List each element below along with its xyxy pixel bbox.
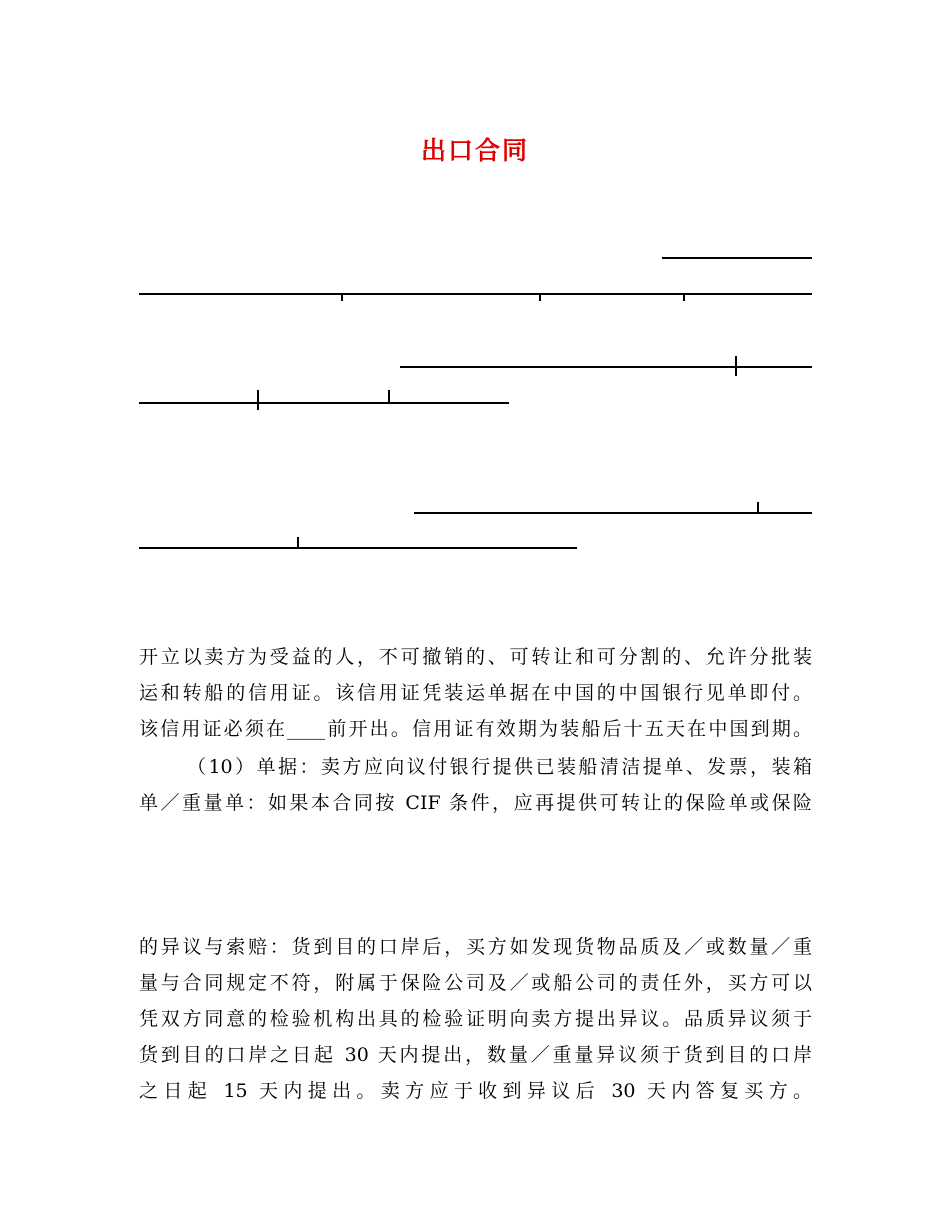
table-rule <box>139 293 812 295</box>
table-tick <box>341 293 343 301</box>
paragraph-line: 该信用证必须在____前开出。信用证有效期为装船后十五天在中国到期。 <box>139 718 812 740</box>
paragraph-line: 单／重量单：如果本合同按 CIF 条件，应再提供可转让的保险单或保险 <box>139 792 812 814</box>
table-tick <box>683 293 685 301</box>
table-rule <box>139 547 577 549</box>
table-rule <box>400 366 812 368</box>
table-rule <box>414 512 812 514</box>
paragraph-line: 的异议与索赔：货到目的口岸后，买方如发现货物品质及／或数量／重 <box>139 936 812 958</box>
document-title: 出口合同 <box>420 136 529 165</box>
table-rule <box>139 402 509 404</box>
table-tick <box>257 390 259 410</box>
table-tick <box>757 502 759 512</box>
table-tick <box>297 537 299 547</box>
table-rule <box>662 257 812 259</box>
paragraph-line: 运和转船的信用证。该信用证凭装运单据在中国的中国银行见单即付。 <box>139 682 812 704</box>
table-tick <box>539 293 541 301</box>
paragraph-line: 之日起 15 天内提出。卖方应于收到异议后 30 天内答复买方。 <box>139 1080 812 1102</box>
paragraph-line: 凭双方同意的检验机构出具的检验证明向卖方提出异议。品质异议须于 <box>139 1008 812 1030</box>
paragraph-line: 量与合同规定不符，附属于保险公司及／或船公司的责任外，买方可以 <box>139 972 812 994</box>
table-tick <box>735 356 737 376</box>
paragraph-line: 货到目的口岸之日起 30 天内提出，数量／重量异议须于货到目的口岸 <box>139 1044 812 1066</box>
clause-10: （10）单据：卖方应向议付银行提供已装船清洁提单、发票，装箱 <box>187 756 812 778</box>
table-tick <box>388 390 390 402</box>
paragraph-line: 开立以卖方为受益的人，不可撤销的、可转让和可分割的、允许分批装 <box>139 646 812 668</box>
